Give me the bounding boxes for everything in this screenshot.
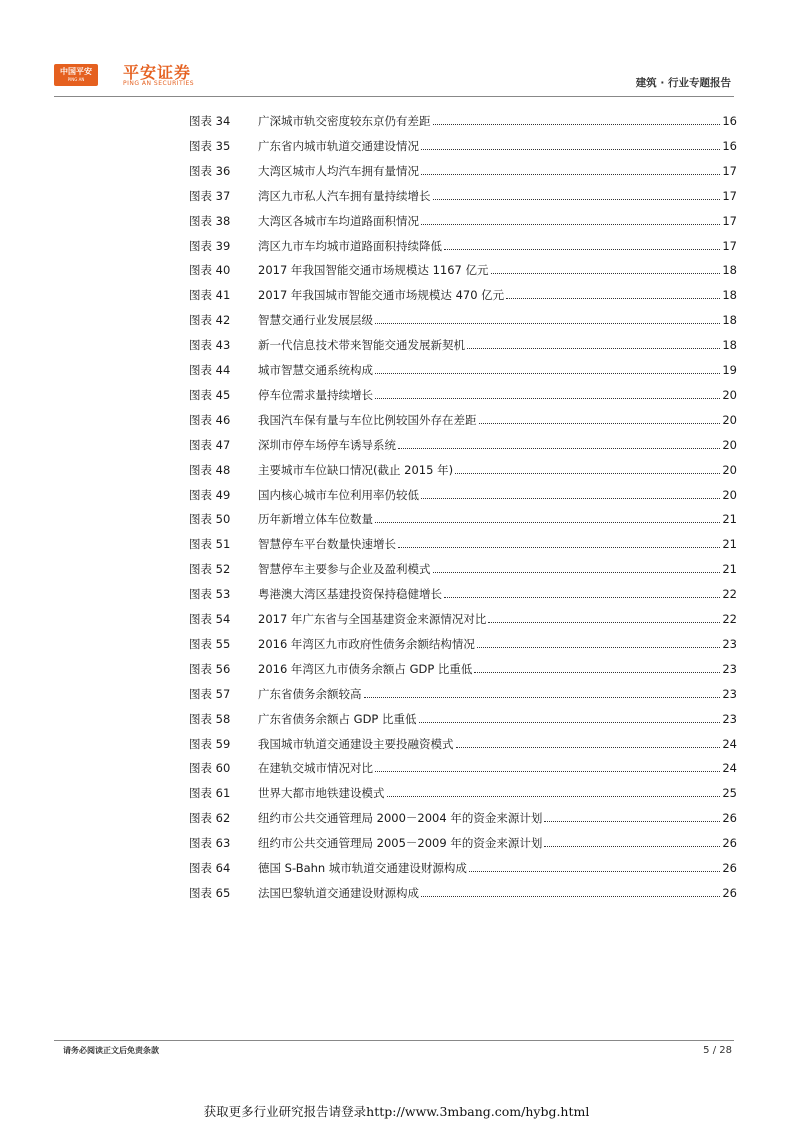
figure-title-line xyxy=(258,360,737,380)
page-number: 18 xyxy=(722,263,737,278)
page-header xyxy=(0,0,793,100)
dot-leader xyxy=(444,584,720,598)
figure-title-line xyxy=(258,684,737,704)
figure-title: 深圳市停车场停车诱导系统 xyxy=(258,437,396,452)
dot-leader xyxy=(474,659,720,673)
figure-title: 湾区九市私人汽车拥有量持续增长 xyxy=(258,188,431,203)
dot-leader xyxy=(419,709,721,723)
toc-entry[interactable] xyxy=(0,435,793,455)
page-number: 16 xyxy=(722,138,737,153)
figure-title-line xyxy=(258,509,737,529)
figure-label: 图表 47 xyxy=(189,437,231,452)
figure-label: 图表 65 xyxy=(189,885,231,900)
figure-title: 纽约市公共交通管理局 2000－2004 年的资金来源计划 xyxy=(258,811,543,826)
dot-leader xyxy=(455,460,720,474)
figure-title-line xyxy=(258,833,737,853)
figure-title: 德国 S-Bahn 城市轨道交通建设财源构成 xyxy=(258,861,467,875)
dot-leader xyxy=(488,609,720,623)
dot-leader xyxy=(491,260,721,274)
toc-entry[interactable] xyxy=(0,385,793,405)
page-number: 26 xyxy=(722,836,737,851)
page-number: 21 xyxy=(722,562,737,577)
page-number: 17 xyxy=(722,238,737,253)
figure-title: 大湾区城市人均汽车拥有量情况 xyxy=(258,163,419,178)
figure-title-line xyxy=(258,659,737,679)
page-number: 20 xyxy=(722,412,737,427)
figure-title: 国内核心城市车位利用率仍较低 xyxy=(258,487,419,502)
figure-title: 广东省债务余额占 GDP 比重低 xyxy=(258,711,417,726)
figure-title: 智慧停车平台数量快速增长 xyxy=(258,537,396,552)
figure-title: 2016 年湾区九市债务余额占 GDP 比重低 xyxy=(258,661,473,676)
toc-entry[interactable] xyxy=(0,335,793,355)
ping-an-logo xyxy=(54,64,98,86)
figure-title: 2016 年湾区九市政府性债务余额结构情况 xyxy=(258,636,475,651)
toc-entry[interactable] xyxy=(0,260,793,280)
page-number: 21 xyxy=(722,512,737,527)
toc-entry[interactable] xyxy=(0,858,793,878)
toc-entry[interactable] xyxy=(0,534,793,554)
toc-entry[interactable] xyxy=(0,310,793,330)
figure-title-line xyxy=(258,485,737,505)
page-number: 26 xyxy=(722,811,737,826)
figure-title: 广东省内城市轨道交通建设情况 xyxy=(258,138,419,153)
figure-title: 广深城市轨交密度较东京仍有差距 xyxy=(258,114,431,128)
figure-title: 智慧交通行业发展层级 xyxy=(258,313,373,328)
figure-title-line xyxy=(258,285,737,305)
figure-title: 停车位需求量持续增长 xyxy=(258,387,373,402)
dot-leader xyxy=(398,534,720,548)
logo-text-cn: 中国平安 xyxy=(60,67,92,76)
toc-entry[interactable] xyxy=(0,634,793,654)
figure-title: 2017 年我国智能交通市场规模达 1167 亿元 xyxy=(258,263,489,278)
figure-title: 粤港澳大湾区基建投资保持稳健增长 xyxy=(258,587,442,602)
figure-title: 湾区九市车均城市道路面积持续降低 xyxy=(258,238,442,253)
page-number: 18 xyxy=(722,338,737,353)
toc-entry[interactable] xyxy=(0,285,793,305)
figure-label: 图表 50 xyxy=(189,512,231,527)
watermark-link[interactable]: 获取更多行业研究报告请登录http://www.3mbang.com/hybg.html xyxy=(203,1104,590,1119)
page-number: 23 xyxy=(722,686,737,701)
dot-leader xyxy=(467,335,720,349)
page-number: 17 xyxy=(722,188,737,203)
dot-leader xyxy=(456,734,721,748)
figure-label: 图表 35 xyxy=(189,138,231,153)
figure-title: 智慧停车主要参与企业及盈利模式 xyxy=(258,562,431,577)
toc-entry[interactable] xyxy=(0,883,793,903)
figure-label: 图表 44 xyxy=(189,363,231,377)
page-number: 17 xyxy=(722,163,737,178)
dot-leader xyxy=(375,385,720,399)
toc-entry[interactable] xyxy=(0,111,793,131)
toc-entry[interactable] xyxy=(0,559,793,579)
figure-label: 图表 51 xyxy=(189,537,231,552)
figure-title-line xyxy=(258,335,737,355)
toc-entry[interactable] xyxy=(0,161,793,181)
figure-label: 图表 46 xyxy=(189,412,231,427)
page-number: 23 xyxy=(722,661,737,676)
figure-title: 2017 年我国城市智能交通市场规模达 470 亿元 xyxy=(258,288,505,303)
brand-name: 平安证券 xyxy=(123,63,192,82)
figure-label: 图表 60 xyxy=(189,761,231,776)
toc-entry[interactable] xyxy=(0,709,793,729)
dot-leader xyxy=(421,485,720,499)
toc-entry[interactable] xyxy=(0,659,793,679)
dot-leader xyxy=(444,236,720,250)
toc-entry[interactable] xyxy=(0,783,793,803)
brand-name-en: PING AN SECURITIES xyxy=(123,80,195,87)
dot-leader xyxy=(433,559,721,573)
page-number: 26 xyxy=(722,885,737,900)
figure-label: 图表 59 xyxy=(189,736,231,751)
page-number: 22 xyxy=(722,587,737,602)
figure-label: 图表 41 xyxy=(189,288,231,303)
figure-label: 图表 52 xyxy=(189,562,231,577)
figure-title: 我国城市轨道交通建设主要投融资模式 xyxy=(258,736,454,751)
toc-entry[interactable] xyxy=(0,833,793,853)
dot-leader xyxy=(506,285,720,299)
figure-title-line xyxy=(258,634,737,654)
figure-title-line xyxy=(258,534,737,554)
disclaimer-text: 请务必阅读正文后免责条款 xyxy=(63,1046,159,1055)
dot-leader xyxy=(544,833,720,847)
page-number: 23 xyxy=(722,636,737,651)
figure-label: 图表 48 xyxy=(189,462,231,477)
figure-title-line xyxy=(258,858,737,878)
dot-leader xyxy=(375,509,720,523)
figure-title-line xyxy=(258,161,737,181)
figure-title: 广东省债务余额较高 xyxy=(258,686,362,701)
figure-label: 图表 57 xyxy=(189,686,231,701)
figure-title: 我国汽车保有量与车位比例较国外存在差距 xyxy=(258,412,477,427)
page-number: 20 xyxy=(722,487,737,502)
figure-title: 主要城市车位缺口情况(截止 2015 年) xyxy=(258,462,454,477)
figure-label: 图表 55 xyxy=(189,636,231,651)
toc-entry[interactable] xyxy=(0,734,793,754)
page-number: 24 xyxy=(722,736,737,751)
figure-title-line xyxy=(258,435,737,455)
page-number: 20 xyxy=(722,462,737,477)
figure-title: 城市智慧交通系统构成 xyxy=(258,363,373,377)
figure-title-line xyxy=(258,559,737,579)
page-number: 20 xyxy=(722,437,737,452)
page-number: 25 xyxy=(722,786,737,801)
page-number: 23 xyxy=(722,711,737,726)
figure-label: 图表 38 xyxy=(189,213,231,228)
page-number: 18 xyxy=(722,313,737,328)
figure-title-line xyxy=(258,236,737,256)
footer-divider xyxy=(54,1040,734,1041)
page-number: 18 xyxy=(722,288,737,303)
figure-title: 新一代信息技术带来智能交通发展新契机 xyxy=(258,338,465,353)
page-number: 20 xyxy=(722,387,737,402)
figure-title-line xyxy=(258,783,737,803)
figure-label: 图表 62 xyxy=(189,811,231,826)
toc-entry[interactable] xyxy=(0,684,793,704)
dot-leader xyxy=(469,858,720,872)
dot-leader xyxy=(421,211,720,225)
figure-label: 图表 63 xyxy=(189,836,231,851)
toc-entry[interactable] xyxy=(0,211,793,231)
header-divider xyxy=(54,96,734,97)
figure-title-line xyxy=(258,310,737,330)
figure-label: 图表 54 xyxy=(189,612,231,626)
dot-leader xyxy=(364,684,721,698)
dot-leader xyxy=(375,758,720,772)
toc-entry[interactable] xyxy=(0,136,793,156)
page-number: 26 xyxy=(722,861,737,875)
page-number: 22 xyxy=(722,612,737,626)
dot-leader xyxy=(544,808,720,822)
section-title: 建筑 · 行业专题报告 xyxy=(635,77,731,89)
figure-title-line xyxy=(258,111,737,131)
dot-leader xyxy=(433,111,721,125)
figure-label: 图表 49 xyxy=(189,487,231,502)
toc-entry[interactable] xyxy=(0,808,793,828)
figure-label: 图表 39 xyxy=(189,238,231,253)
dot-leader xyxy=(433,186,721,200)
figure-label: 图表 58 xyxy=(189,711,231,726)
figure-label: 图表 64 xyxy=(189,861,231,875)
figure-title: 在建轨交城市情况对比 xyxy=(258,761,373,776)
page-number: 19 xyxy=(722,363,737,377)
figure-title-line xyxy=(258,260,737,280)
figure-title-line xyxy=(258,385,737,405)
figure-title: 大湾区各城市车均道路面积情况 xyxy=(258,213,419,228)
dot-leader xyxy=(387,783,721,797)
figure-title-line xyxy=(258,460,737,480)
figure-title: 2017 年广东省与全国基建资金来源情况对比 xyxy=(258,612,487,626)
page-number: 24 xyxy=(722,761,737,776)
figure-title: 纽约市公共交通管理局 2005－2009 年的资金来源计划 xyxy=(258,836,543,851)
figure-title-line xyxy=(258,808,737,828)
toc-entry[interactable] xyxy=(0,609,793,629)
figure-title-line xyxy=(258,758,737,778)
dot-leader xyxy=(421,883,720,897)
dot-leader xyxy=(421,136,720,150)
figure-title: 历年新增立体车位数量 xyxy=(258,512,373,527)
toc-entry[interactable] xyxy=(0,509,793,529)
figure-title-line xyxy=(258,211,737,231)
figure-label: 图表 40 xyxy=(189,263,231,278)
page-number: 16 xyxy=(722,114,737,128)
figure-label: 图表 37 xyxy=(189,188,231,203)
toc-entry[interactable] xyxy=(0,236,793,256)
dot-leader xyxy=(477,634,720,648)
logo-text-en: PING AN xyxy=(67,77,85,82)
figure-title-line xyxy=(258,883,737,903)
dot-leader xyxy=(375,310,720,324)
figure-label: 图表 45 xyxy=(189,387,231,402)
toc-entry[interactable] xyxy=(0,460,793,480)
figure-title-line xyxy=(258,734,737,754)
figure-label: 图表 36 xyxy=(189,163,231,178)
toc-entry[interactable] xyxy=(0,410,793,430)
figure-title-line xyxy=(258,136,737,156)
toc-entry[interactable] xyxy=(0,186,793,206)
figure-title: 世界大都市地铁建设模式 xyxy=(258,786,385,801)
figure-label: 图表 61 xyxy=(189,786,231,801)
page-indicator: 5 / 28 xyxy=(703,1045,732,1056)
figure-title-line xyxy=(258,186,737,206)
figure-title-line xyxy=(258,709,737,729)
figure-label: 图表 42 xyxy=(189,313,231,328)
figure-title: 法国巴黎轨道交通建设财源构成 xyxy=(258,885,419,900)
figure-label: 图表 34 xyxy=(189,114,231,128)
figure-title-line xyxy=(258,609,737,629)
dot-leader xyxy=(421,161,720,175)
toc-entry[interactable] xyxy=(0,485,793,505)
toc-entry[interactable] xyxy=(0,758,793,778)
dot-leader xyxy=(479,410,721,424)
figure-label: 图表 43 xyxy=(189,338,231,353)
figure-title-line xyxy=(258,584,737,604)
dot-leader xyxy=(398,435,720,449)
page-number: 21 xyxy=(722,537,737,552)
figure-title-line xyxy=(258,410,737,430)
toc-entry[interactable] xyxy=(0,584,793,604)
toc-entry[interactable] xyxy=(0,360,793,380)
page-number: 17 xyxy=(722,213,737,228)
dot-leader xyxy=(375,360,720,374)
figure-label: 图表 53 xyxy=(189,587,231,602)
figure-label: 图表 56 xyxy=(189,661,231,676)
